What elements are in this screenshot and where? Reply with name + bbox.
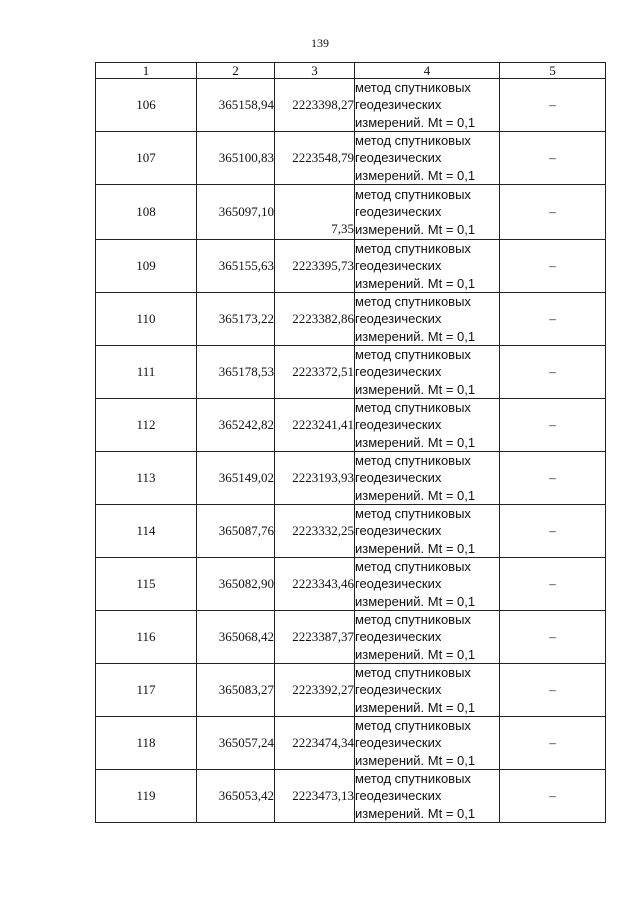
note-cell: – — [500, 79, 606, 132]
note-cell: – — [500, 185, 606, 240]
table-row — [96, 770, 606, 823]
x-coordinate-cell: 365158,94 — [197, 79, 275, 132]
table-row — [96, 399, 606, 452]
method-text-line: геодезических — [355, 150, 442, 166]
point-number-cell: 111 — [96, 346, 197, 399]
point-number-cell: 110 — [96, 293, 197, 346]
x-coordinate-cell: 365242,82 — [197, 399, 275, 452]
x-coordinate-cell: 365097,10 — [197, 185, 275, 240]
column-header-point-number: 1 — [96, 63, 197, 79]
method-cell — [355, 664, 500, 717]
method-cell — [355, 240, 500, 293]
method-text-line: геодезических — [355, 735, 442, 751]
method-cell — [355, 611, 500, 664]
point-number-cell: 114 — [96, 505, 197, 558]
x-coordinate-cell: 365178,53 — [197, 346, 275, 399]
method-text-line: метод спутниковых — [355, 453, 471, 469]
column-header-x: 2 — [197, 63, 275, 79]
method-text-line: измерений. Mt = 0,1 — [355, 540, 476, 556]
y-coordinate-cell: 2223193,93 — [275, 452, 355, 505]
column-header-note: 5 — [500, 63, 606, 79]
x-coordinate-cell: 365087,76 — [197, 505, 275, 558]
note-cell: – — [500, 240, 606, 293]
y-coordinate-cell: 7,35 — [275, 185, 355, 240]
method-text-line: метод спутниковых — [355, 506, 471, 522]
table-row — [96, 452, 606, 505]
method-text-line: метод спутниковых — [355, 187, 471, 203]
x-coordinate-cell: 365100,83 — [197, 132, 275, 185]
method-cell — [355, 717, 500, 770]
method-text-line: метод спутниковых — [355, 294, 471, 310]
table-row — [96, 185, 606, 240]
method-text-line: геодезических — [355, 576, 442, 592]
method-text-line: метод спутниковых — [355, 400, 471, 416]
method-text-line: геодезических — [355, 682, 442, 698]
header-row — [96, 63, 606, 79]
method-cell — [355, 505, 500, 558]
x-coordinate-cell: 365082,90 — [197, 558, 275, 611]
point-number-cell: 107 — [96, 132, 197, 185]
method-text-line: геодезических — [355, 523, 442, 539]
method-text-line: геодезических — [355, 364, 442, 380]
column-header-y: 3 — [275, 63, 355, 79]
method-text-line: геодезических — [355, 788, 442, 804]
column-header-method: 4 — [355, 63, 500, 79]
y-coordinate-cell: 2223332,25 — [275, 505, 355, 558]
table-row — [96, 79, 606, 132]
page-number: 139 — [311, 36, 329, 50]
method-text-line: метод спутниковых — [355, 771, 471, 787]
point-number-cell: 109 — [96, 240, 197, 293]
method-text-line: геодезических — [355, 258, 442, 274]
y-coordinate-cell: 2223473,13 — [275, 770, 355, 823]
method-text-line: измерений. Mt = 0,1 — [355, 646, 476, 662]
method-text-line: измерений. Mt = 0,1 — [355, 167, 476, 183]
method-text-line: измерений. Mt = 0,1 — [355, 752, 476, 768]
point-number-cell: 115 — [96, 558, 197, 611]
point-number-cell: 108 — [96, 185, 197, 240]
note-cell: – — [500, 770, 606, 823]
method-cell — [355, 185, 500, 240]
method-text-line: геодезических — [355, 470, 442, 486]
table-row — [96, 240, 606, 293]
method-cell — [355, 770, 500, 823]
y-coordinate-cell: 2223398,27 — [275, 79, 355, 132]
point-number-cell: 113 — [96, 452, 197, 505]
note-cell: – — [500, 452, 606, 505]
note-cell: – — [500, 132, 606, 185]
table-row — [96, 346, 606, 399]
method-text-line: метод спутниковых — [355, 665, 471, 681]
x-coordinate-cell: 365173,22 — [197, 293, 275, 346]
method-text-line: измерений. Mt = 0,1 — [355, 221, 476, 237]
note-cell: – — [500, 664, 606, 717]
point-number-cell: 116 — [96, 611, 197, 664]
method-text-line: измерений. Mt = 0,1 — [355, 275, 476, 291]
method-text-line: геодезических — [355, 417, 442, 433]
point-number-cell: 106 — [96, 79, 197, 132]
y-coordinate-cell: 2223392,27 — [275, 664, 355, 717]
note-cell: – — [500, 611, 606, 664]
method-cell — [355, 79, 500, 132]
method-cell — [355, 558, 500, 611]
method-text-line: метод спутниковых — [355, 718, 471, 734]
x-coordinate-cell: 365068,42 — [197, 611, 275, 664]
y-coordinate-cell: 2223382,86 — [275, 293, 355, 346]
table-row — [96, 717, 606, 770]
point-number-cell: 118 — [96, 717, 197, 770]
y-coordinate-cell: 2223241,41 — [275, 399, 355, 452]
method-text-line: измерений. Mt = 0,1 — [355, 487, 476, 503]
table-body — [96, 79, 606, 823]
method-text-line: геодезических — [355, 311, 442, 327]
table-row — [96, 558, 606, 611]
table-row — [96, 293, 606, 346]
y-coordinate-cell: 2223548,79 — [275, 132, 355, 185]
y-coordinate-cell: 2223372,51 — [275, 346, 355, 399]
method-cell — [355, 452, 500, 505]
method-cell — [355, 346, 500, 399]
method-text-line: геодезических — [355, 97, 442, 113]
table-row — [96, 611, 606, 664]
method-cell — [355, 399, 500, 452]
y-coordinate-cell: 2223343,46 — [275, 558, 355, 611]
point-number-cell: 117 — [96, 664, 197, 717]
method-cell — [355, 132, 500, 185]
y-coordinate-cell: 2223387,37 — [275, 611, 355, 664]
method-text-line: метод спутниковых — [355, 612, 471, 628]
x-coordinate-cell: 365155,63 — [197, 240, 275, 293]
note-cell: – — [500, 293, 606, 346]
x-coordinate-cell: 365053,42 — [197, 770, 275, 823]
method-text-line: геодезических — [355, 629, 442, 645]
method-text-line: метод спутниковых — [355, 241, 471, 257]
method-text-line: метод спутниковых — [355, 80, 471, 96]
method-text-line: измерений. Mt = 0,1 — [355, 381, 476, 397]
method-text-line: измерений. Mt = 0,1 — [355, 699, 476, 715]
y-coordinate-cell: 2223474,34 — [275, 717, 355, 770]
method-cell — [355, 293, 500, 346]
method-text-line: метод спутниковых — [355, 559, 471, 575]
note-cell: – — [500, 505, 606, 558]
y-coordinate-cell: 2223395,73 — [275, 240, 355, 293]
x-coordinate-cell: 365149,02 — [197, 452, 275, 505]
method-text-line: метод спутниковых — [355, 133, 471, 149]
table-row — [96, 505, 606, 558]
x-coordinate-cell: 365057,24 — [197, 717, 275, 770]
method-text-line: измерений. Mt = 0,1 — [355, 434, 476, 450]
note-cell: – — [500, 717, 606, 770]
method-text-line: измерений. Mt = 0,1 — [355, 328, 476, 344]
coordinates-table — [95, 62, 606, 823]
method-text-line: измерений. Mt = 0,1 — [355, 805, 476, 821]
x-coordinate-cell: 365083,27 — [197, 664, 275, 717]
method-text-line: метод спутниковых — [355, 347, 471, 363]
method-text-line: измерений. Mt = 0,1 — [355, 114, 476, 130]
point-number-cell: 119 — [96, 770, 197, 823]
method-text-line: геодезических — [355, 204, 442, 220]
point-number-cell: 112 — [96, 399, 197, 452]
note-cell: – — [500, 346, 606, 399]
method-text-line: измерений. Mt = 0,1 — [355, 593, 476, 609]
note-cell: – — [500, 399, 606, 452]
table-row — [96, 664, 606, 717]
note-cell: – — [500, 558, 606, 611]
table-row — [96, 132, 606, 185]
